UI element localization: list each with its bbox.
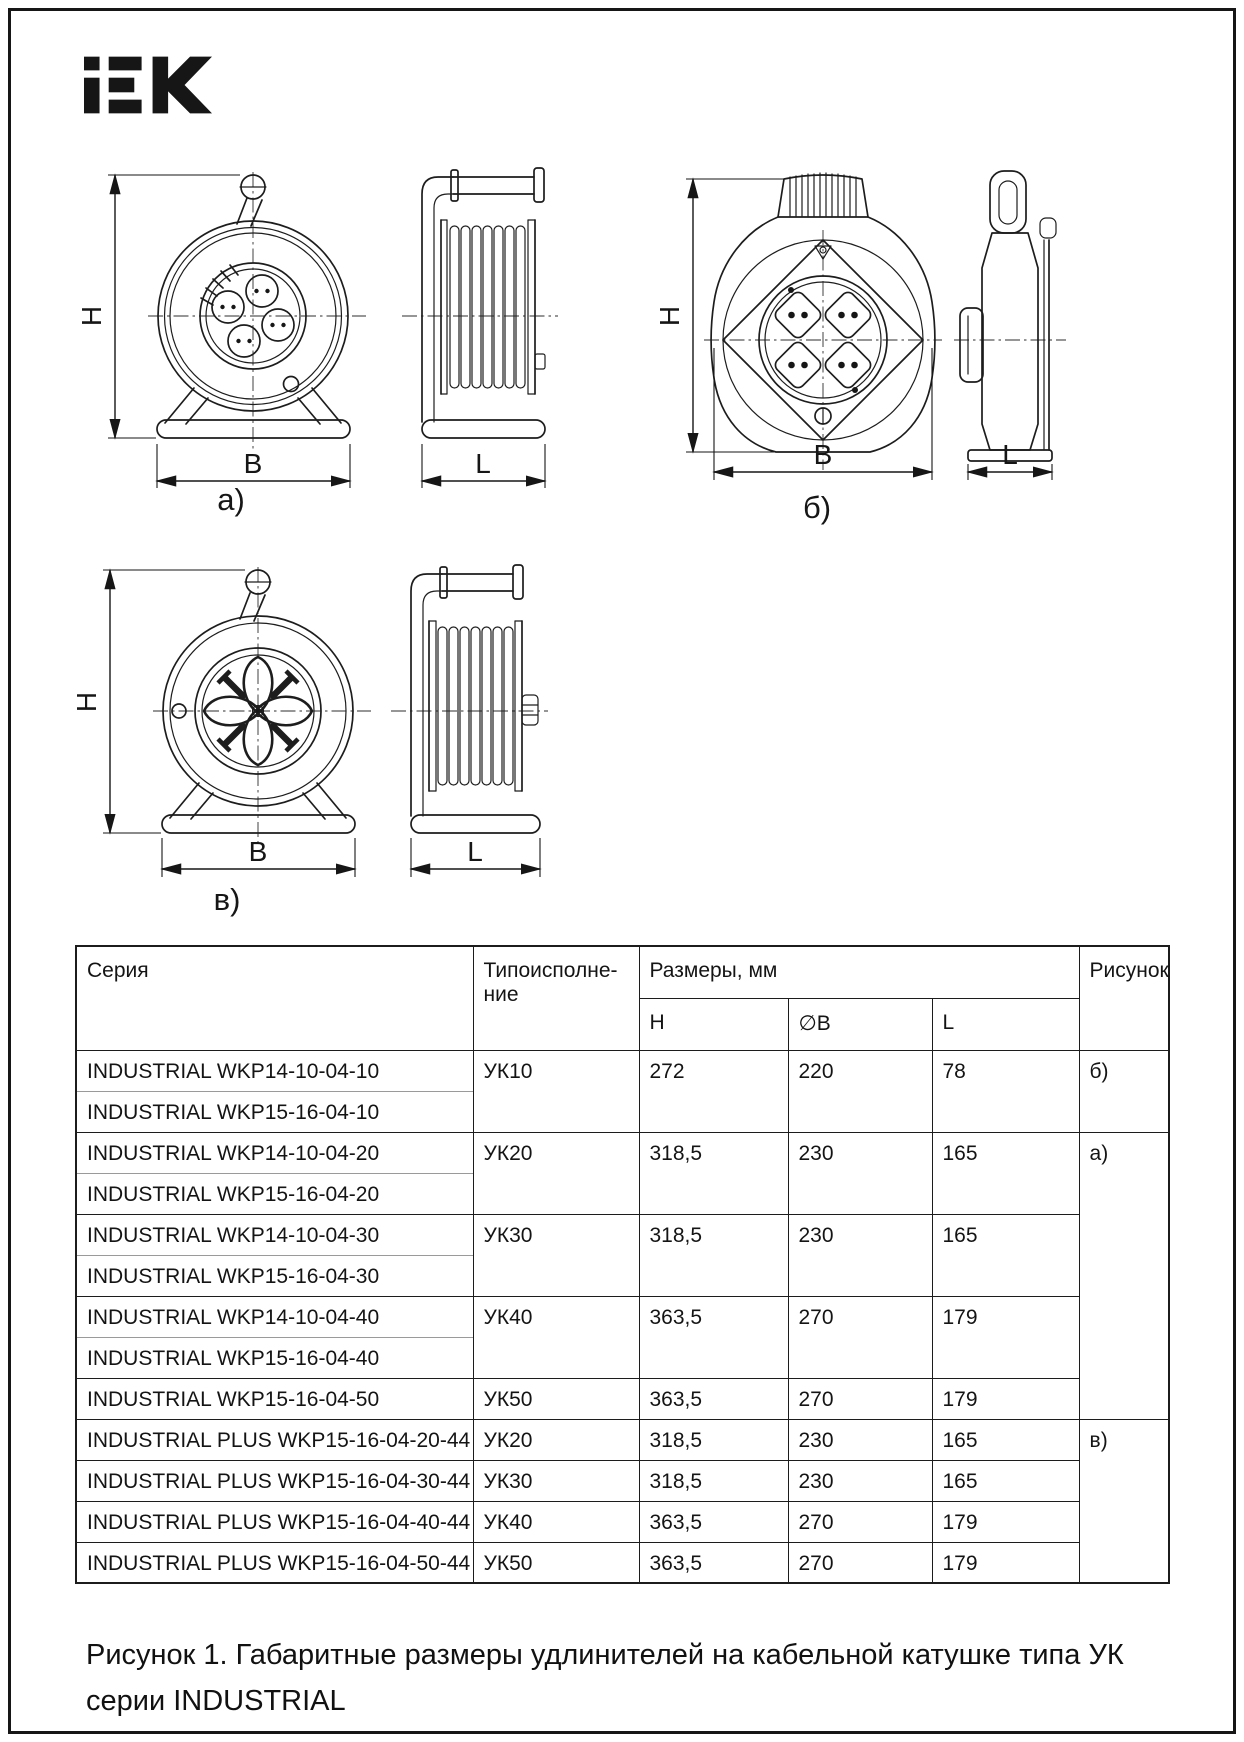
figure-caption-line1: Рисунок 1. Габаритные размеры удлинителей на кабельной катушке типа УК [86, 1639, 1124, 1671]
reel-a-side-view [402, 168, 558, 438]
cell-series: INDUSTRIAL PLUS WKP15-16-04-50-44 [76, 1542, 473, 1583]
figure-label-v: в) [213, 882, 241, 917]
cell-b: 220 [788, 1050, 932, 1132]
reel-v-side-view [391, 565, 548, 833]
cell-type: УК40 [473, 1296, 639, 1378]
cell-series: INDUSTRIAL WKP15-16-04-40 [76, 1337, 473, 1378]
cell-type: УК10 [473, 1050, 639, 1132]
coiled-cable-a [450, 226, 525, 388]
dimension-L-b [968, 439, 1052, 480]
cell-series: INDUSTRIAL WKP14-10-04-30 [76, 1214, 473, 1255]
cell-l: 179 [932, 1296, 1079, 1378]
cell-b: 230 [788, 1460, 932, 1501]
plug-stub-b [1040, 218, 1056, 238]
svg-text:H: H [654, 305, 685, 327]
cell-h: 318,5 [639, 1132, 788, 1214]
drawing-a [70, 148, 570, 503]
handle-ribs-b [790, 173, 856, 216]
figure-caption-line2: серии INDUSTRIAL [86, 1685, 346, 1717]
cell-l: 78 [932, 1050, 1079, 1132]
cell-b: 270 [788, 1378, 932, 1419]
cell-b: 230 [788, 1419, 932, 1460]
cell-h: 363,5 [639, 1296, 788, 1378]
cell-type: УК20 [473, 1419, 639, 1460]
cell-b: 270 [788, 1501, 932, 1542]
drawing-v [70, 500, 570, 930]
svg-text:L: L [1002, 439, 1018, 470]
dimension-H-v [71, 570, 245, 833]
cell-h: 363,5 [639, 1542, 788, 1583]
reel-a-front-view [148, 172, 366, 450]
winding-handle-a [237, 175, 266, 226]
cell-h: 318,5 [639, 1419, 788, 1460]
plug-holder-v [522, 695, 538, 725]
dimensions-table [75, 945, 1170, 1584]
svg-text:B: B [813, 439, 833, 470]
col-header-h: H [639, 998, 788, 1050]
socket-bump-b [960, 308, 983, 382]
table-row [76, 1501, 1169, 1542]
iek-logo-letters [84, 57, 212, 114]
stand-v [162, 783, 355, 833]
cell-type: УК30 [473, 1460, 639, 1501]
table-row [76, 1542, 1169, 1583]
stand-base-side-a [422, 420, 545, 438]
reel-b-side-view [954, 171, 1066, 461]
cell-l: 179 [932, 1542, 1079, 1583]
cell-b: 230 [788, 1132, 932, 1214]
cell-type: УК20 [473, 1132, 639, 1214]
cell-series: INDUSTRIAL WKP15-16-04-20 [76, 1173, 473, 1214]
cell-h: 318,5 [639, 1460, 788, 1501]
svg-text:H: H [71, 691, 102, 713]
grip-hatch-a [201, 265, 238, 305]
col-header-type-line1: Типоисполне- [483, 959, 618, 982]
table-row [76, 1296, 1169, 1337]
svg-text:L: L [475, 448, 491, 479]
svg-text:B: B [243, 448, 263, 479]
cell-l: 179 [932, 1501, 1079, 1542]
table-row [76, 1378, 1169, 1419]
coiled-cable-v [438, 627, 513, 785]
cell-type: УК50 [473, 1378, 639, 1419]
cell-series: INDUSTRIAL WKP14-10-04-40 [76, 1296, 473, 1337]
table-row [76, 1419, 1169, 1460]
cell-l: 179 [932, 1378, 1079, 1419]
cell-series: INDUSTRIAL PLUS WKP15-16-04-40-44 [76, 1501, 473, 1542]
table-row [76, 1214, 1169, 1255]
stand-a [157, 388, 350, 438]
reel-v-front-view [153, 567, 371, 845]
svg-text:L: L [467, 836, 483, 867]
cell-l: 165 [932, 1460, 1079, 1501]
cell-figure: в) [1079, 1419, 1169, 1583]
cell-h: 272 [639, 1050, 788, 1132]
cell-series: INDUSTRIAL PLUS WKP15-16-04-30-44 [76, 1460, 473, 1501]
cell-series: INDUSTRIAL PLUS WKP15-16-04-20-44 [76, 1419, 473, 1460]
col-header-l: L [932, 998, 1079, 1050]
col-header-diameter-b: ∅B [788, 998, 932, 1050]
winding-handle-v [240, 570, 271, 621]
table-row [76, 1050, 1169, 1091]
table-row [76, 1132, 1169, 1173]
cell-l: 165 [932, 1214, 1079, 1296]
reel-b-front-view [704, 173, 942, 470]
cell-h: 318,5 [639, 1214, 788, 1296]
col-header-series: Серия [76, 946, 473, 1050]
cell-h: 363,5 [639, 1501, 788, 1542]
svg-text:H: H [76, 305, 107, 327]
dimension-B-v [162, 836, 355, 877]
cell-series: INDUSTRIAL WKP15-16-04-50 [76, 1378, 473, 1419]
cell-figure: а) [1079, 1132, 1169, 1419]
figure-label-b: б) [802, 490, 832, 525]
drawing-b [598, 140, 1158, 508]
svg-text:B: B [248, 836, 268, 867]
spool-flanges-v [429, 621, 522, 791]
cell-b: 270 [788, 1296, 932, 1378]
cell-series: INDUSTRIAL WKP14-10-04-10 [76, 1050, 473, 1091]
table-row [76, 1460, 1169, 1501]
dimension-L-a [422, 444, 545, 488]
col-header-figure: Рисунок [1079, 946, 1169, 1050]
cell-b: 230 [788, 1214, 932, 1296]
dimension-L-v [411, 836, 540, 877]
cell-l: 165 [932, 1132, 1079, 1214]
col-header-sizes: Размеры, мм [639, 946, 1079, 998]
cell-type: УК50 [473, 1542, 639, 1583]
cell-b: 270 [788, 1542, 932, 1583]
col-header-type [473, 946, 639, 1050]
cell-type: УК30 [473, 1214, 639, 1296]
cell-type: УК40 [473, 1501, 639, 1542]
cell-series: INDUSTRIAL WKP15-16-04-10 [76, 1091, 473, 1132]
col-header-type-line2: ние [483, 983, 519, 1006]
spool-flanges-a [441, 220, 535, 394]
stand-base-side-v [411, 815, 540, 833]
cell-l: 165 [932, 1419, 1079, 1460]
cell-figure: б) [1079, 1050, 1169, 1132]
cable-outlet-a [535, 354, 545, 369]
figure-label-a: а) [217, 482, 245, 517]
cell-series: INDUSTRIAL WKP14-10-04-20 [76, 1132, 473, 1173]
cell-series: INDUSTRIAL WKP15-16-04-30 [76, 1255, 473, 1296]
iek-logo [84, 56, 212, 114]
cell-h: 363,5 [639, 1378, 788, 1419]
